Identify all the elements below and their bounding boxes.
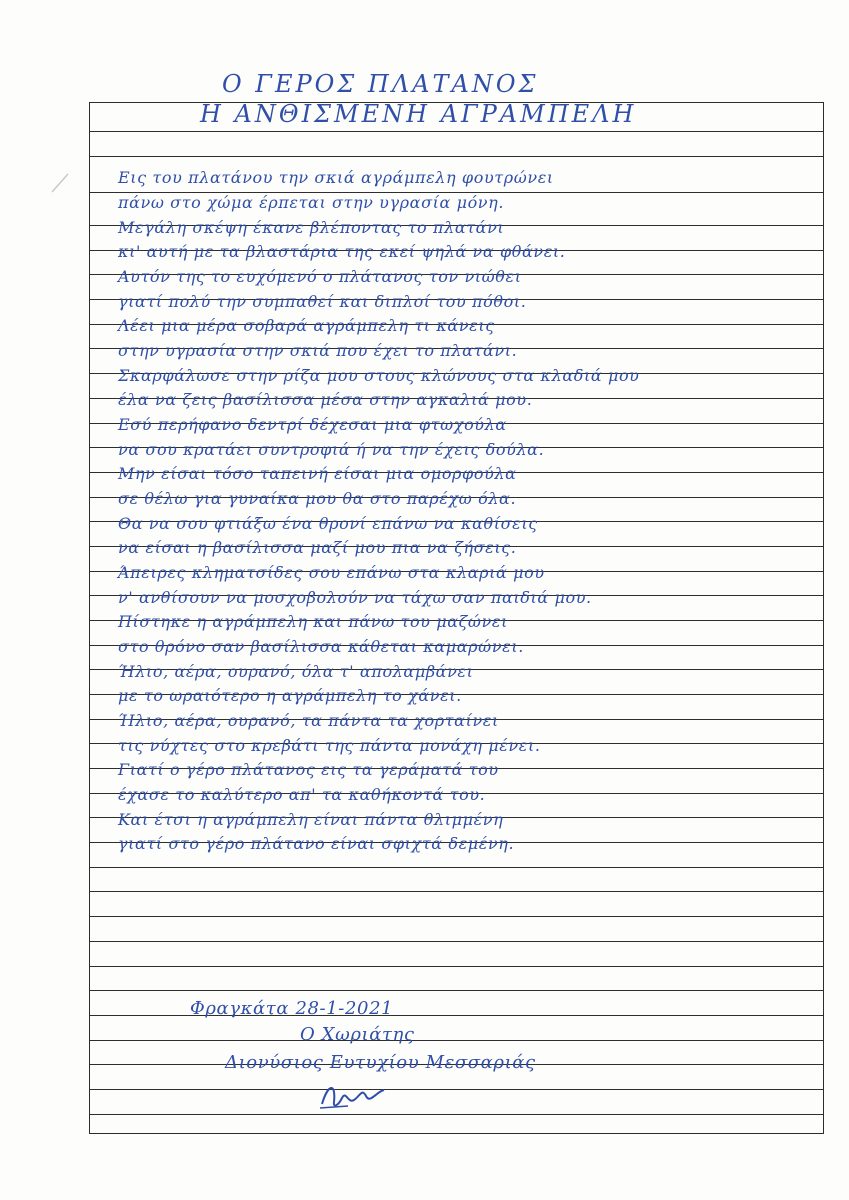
rule-line bbox=[90, 990, 823, 991]
rule-line bbox=[90, 131, 823, 132]
rule-line bbox=[90, 156, 823, 157]
poem-line: γιατί πολύ την συμπαθεί και διπλοί του πόθοι. bbox=[118, 292, 527, 311]
rule-line bbox=[90, 1089, 823, 1090]
poem-line: πάνω στο χώμα έρπεται στην υγρασία μόνη. bbox=[118, 193, 504, 212]
poem-line: Μην είσαι τόσο ταπεινή είσαι μια ομορφούλα bbox=[118, 464, 517, 483]
poem-line: με το ωραιότερο η αγράμπελη το χάνει. bbox=[118, 686, 462, 705]
rule-line bbox=[90, 891, 823, 892]
title-line-1: Ο ΓΕΡΟΣ ΠΛΑΤΑΝΟΣ bbox=[222, 70, 539, 98]
poem-line: Μεγάλη σκέψη έκανε βλέποντας το πλατάνι bbox=[118, 218, 505, 237]
rule-line bbox=[90, 1040, 823, 1041]
poem-line: γιατί στο γέρο πλάτανο είναι σφιχτά δεμένη. bbox=[118, 834, 515, 853]
rule-line bbox=[90, 867, 823, 868]
signature-mark bbox=[318, 1078, 388, 1112]
poem-line: να είσαι η βασίλισσα μαζί μου πια να ζήσεις. bbox=[118, 538, 517, 557]
rule-line bbox=[90, 966, 823, 967]
poem-line: Γιατί ο γέρο πλάτανος εις τα γεράματά του bbox=[118, 760, 499, 779]
poem-line: Άπειρες κληματσίδες σου επάνω στα κλαριά μου bbox=[118, 563, 545, 582]
poem-line: τις νύχτες στο κρεβάτι της πάντα μονάχη μένει. bbox=[118, 736, 541, 755]
poem-line: έχασε το καλύτερο απ' τα καθήκοντά του. bbox=[118, 785, 486, 804]
poem-line: κι' αυτή με τα βλαστάρια της εκεί ψηλά να φθάνει. bbox=[118, 242, 566, 261]
rule-line bbox=[90, 941, 823, 942]
margin-mark bbox=[46, 168, 76, 198]
rule-line bbox=[90, 916, 823, 917]
poem-line: Λέει μια μέρα σοβαρά αγράμπελη τι κάνεις bbox=[118, 316, 495, 335]
poem-line: ν' ανθίσουν να μοσχοβολούν να τάχω σαν παιδιά μου. bbox=[118, 588, 592, 607]
poem-line: Αυτόν της το ευχόμενό ο πλάτανος τον νιώθει bbox=[118, 267, 522, 286]
author-note: Ο Χωριάτης bbox=[300, 1024, 415, 1045]
poem-line: Ήλιο, αέρα, ουρανό, τα πάντα τα χορταίνει bbox=[118, 711, 499, 730]
poem-line: έλα να ζεις βασίλισσα μέσα στην αγκαλιά μου. bbox=[118, 390, 533, 409]
poem-line: Εις του πλατάνου την σκιά αγράμπελη φουτρώνει bbox=[118, 168, 554, 187]
poem-line: να σου κρατάει συντροφιά ή να την έχεις δούλα. bbox=[118, 440, 545, 459]
poem-line: στο θρόνο σαν βασίλισσα κάθεται καμαρώνει. bbox=[118, 637, 524, 656]
author-name: Διονύσιος Ευτυχίου Μεσσαριάς bbox=[225, 1052, 536, 1073]
poem-line: στην υγρασία στην σκιά που έχει το πλατάνι. bbox=[118, 341, 518, 360]
title-line-2: Η ΑΝΘΙΣΜΕΝΗ ΑΓΡΑΜΠΕΛΗ bbox=[200, 100, 637, 128]
poem-line: Πίστηκε η αγράμπελη και πάνω του μαζώνει bbox=[118, 612, 508, 631]
poem-line: Ήλιο, αέρα, ουρανό, όλα τ' απολαμβάνει bbox=[118, 662, 474, 681]
poem-line: Σκαρφάλωσε στην ρίζα μου στους κλώνους στα κλαδιά μου bbox=[118, 366, 640, 385]
place-date: Φραγκάτα 28-1-2021 bbox=[190, 998, 394, 1019]
poem-line: Εσύ περήφανο δεντρί δέχεσαι μια φτωχούλα bbox=[118, 415, 507, 434]
poem-line: Θα να σου φτιάξω ένα θρονί επάνω να καθίσεις bbox=[118, 514, 538, 533]
rule-line bbox=[90, 1114, 823, 1115]
poem-line: Και έτσι η αγράμπελη είναι πάντα θλιμμένη bbox=[118, 810, 504, 829]
poem-line: σε θέλω για γυναίκα μου θα στο παρέχω όλα. bbox=[118, 489, 517, 508]
